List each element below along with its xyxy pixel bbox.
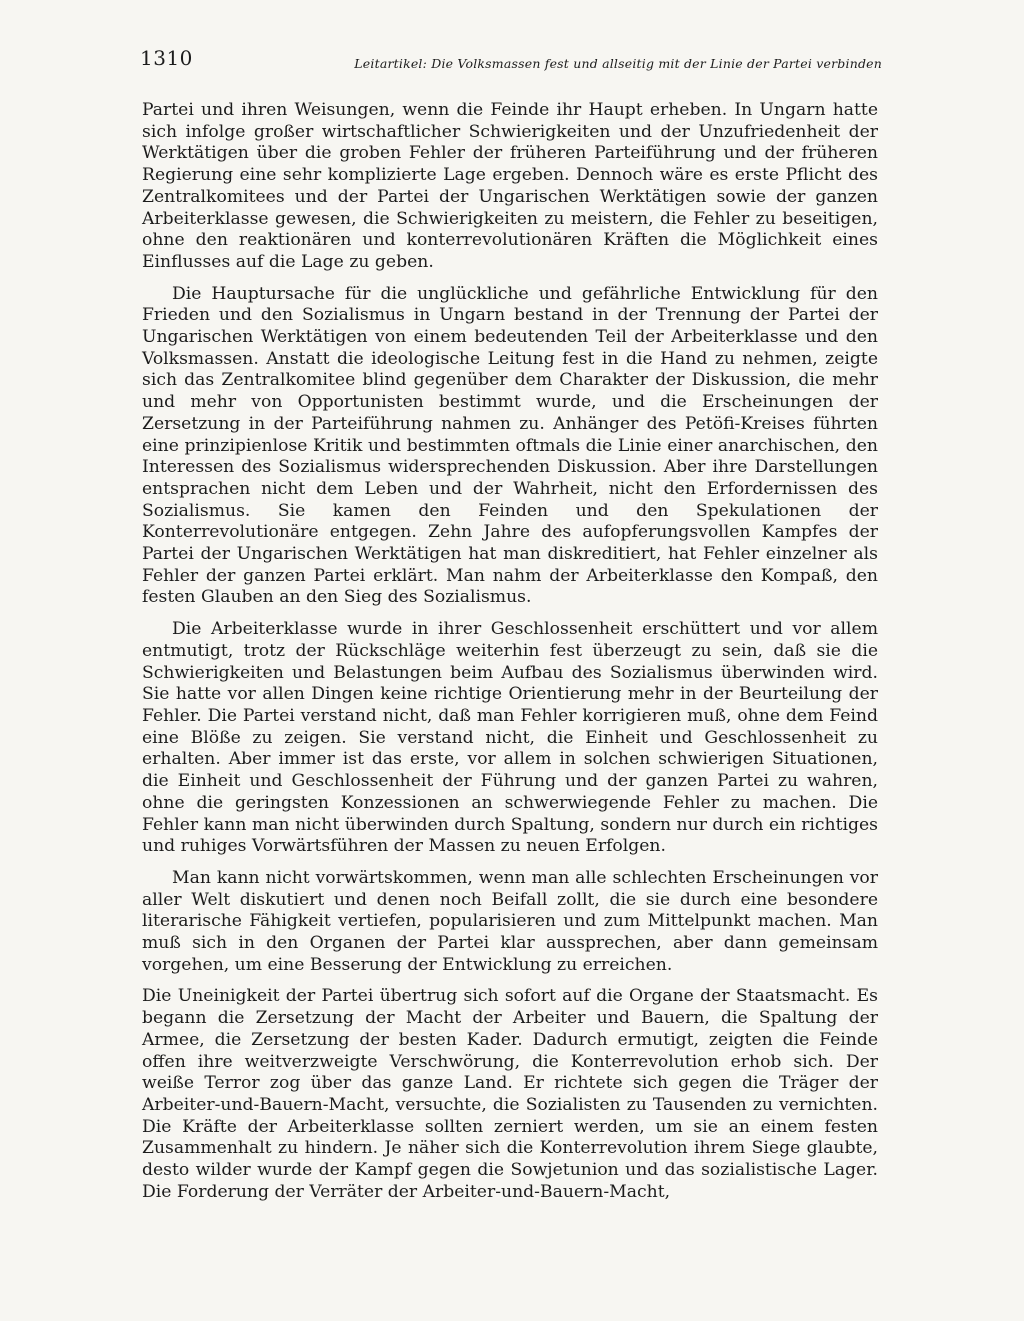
paragraph-1: Partei und ihren Weisungen, wenn die Feinde ihr Haupt erheben. In Ungarn hatte sich infolge großer wirtschaftlicher Schwierigkeiten und der Unzufriedenheit der Werktätigen über die groben Fehler der früheren Parteiführung und der früheren Regierung eine sehr komplizierte Lage ergeben. Dennoch wäre es erste Pflicht des Zentralkomitees und der Partei der Ungarischen Werktätigen sowie der ganzen Arbeiterklasse gewesen, die Schwierigkeiten zu meistern, die Fehler zu beseitigen, ohne den reaktionären und konterrevolutionären Kräften die Möglichkeit eines Einflusses auf die Lage zu geben. bbox=[142, 100, 878, 272]
paragraph-5: Die Uneinigkeit der Partei übertrug sich sofort auf die Organe der Staatsmacht. Es begann die Zersetzung der Macht der Arbeiter und Bauern, die Spaltung der Armee, die Zersetzung der besten Kader. Dadurch ermutigt, zeigten die Feinde offen ihre weitverzweigte Verschwörung, die Konterrevolution erhob sich. Der weiße Terror zog über das ganze Land. Er richtete sich gegen die Träger der Arbeiter-und-Bauern-Macht, versuchte, die Sozialisten zu Tausenden zu vernichten. Die Kräfte der Arbeiterklasse sollten zerniert werden, um sie an einem festen Zusammenhalt zu hindern. Je näher sich die Konterrevolution ihrem Siege glaubte, desto wilder wurde der Kampf gegen die Sowjetunion und das sozialistische Lager. Die Forderung der Verräter der Arbeiter-und-Bauern-Macht, bbox=[142, 986, 878, 1202]
page-header bbox=[140, 46, 882, 76]
paragraph-3: Die Arbeiterklasse wurde in ihrer Geschlossenheit erschüttert und vor allem entmutigt, trotz der Rückschläge weiterhin fest überzeugt zu sein, daß sie die Schwierigkeiten und Belastungen beim Aufbau des Sozialismus überwinden wird. Sie hatte vor allen Dingen keine richtige Orientierung mehr in der Beurteilung der Fehler. Die Partei verstand nicht, daß man Fehler korrigieren muß, ohne dem Feind eine Blöße zu zeigen. Sie verstand nicht, die Einheit und Geschlossenheit zu erhalten. Aber immer ist das erste, vor allem in solchen schwierigen Situationen, die Einheit und Geschlossenheit der Führung und der ganzen Partei zu wahren, ohne die geringsten Konzessionen an schwerwiegende Fehler zu machen. Die Fehler kann man nicht überwinden durch Spaltung, sondern nur durch ein richtiges und ruhiges Vorwärtsführen der Massen zu neuen Erfolgen. bbox=[142, 619, 878, 857]
running-title: Leitartikel: Die Volksmassen fest und allseitig mit der Linie der Partei verbinden bbox=[354, 56, 882, 71]
paragraph-4: Man kann nicht vorwärtskommen, wenn man alle schlechten Erscheinungen vor aller Welt diskutiert und denen noch Beifall zollt, die sie durch eine besondere literarische Fähigkeit vertiefen, popularisieren und zum Mittelpunkt machen. Man muß sich in den Organen der Partei klar aussprechen, aber dann gemeinsam vorgehen, um eine Besserung der Entwicklung zu erreichen. bbox=[142, 867, 878, 975]
paragraph-2: Die Hauptursache für die unglückliche und gefährliche Entwicklung für den Frieden und den Sozialismus in Ungarn bestand in der Trennung der Partei der Ungarischen Werktätigen von einem bedeutenden Teil der Arbeiterklasse und den Volksmassen. Anstatt die ideologische Leitung fest in die Hand zu nehmen, zeigte sich das Zentralkomitee blind gegenüber dem Charakter der Diskussion, die mehr und mehr von Opportunisten bestimmt wurde, und die Erscheinungen der Zersetzung in der Parteiführung nahmen zu. Anhänger des Petöfi-Kreises führten eine prinzipienlose Kritik und bestimmten oftmals die Linie einer anarchischen, den Interessen des Sozialismus widersprechenden Diskussion. Aber ihre Darstellungen entsprachen nicht dem Leben und der Wahrheit, nicht den Erfordernissen des Sozialismus. Sie kamen den Feinden und den Spekulationen der Konterrevolutionäre entgegen. Zehn Jahre des aufopferungsvollen Kampfes der Partei der Ungarischen Werktätigen hat man diskreditiert, hat Fehler einzelner als Fehler der ganzen Partei erklärt. Man nahm der Arbeiterklasse den Kompaß, den festen Glauben an den Sieg des Sozialismus. bbox=[142, 283, 878, 608]
article-body bbox=[142, 100, 878, 1213]
page-number: 1310 bbox=[140, 46, 193, 70]
